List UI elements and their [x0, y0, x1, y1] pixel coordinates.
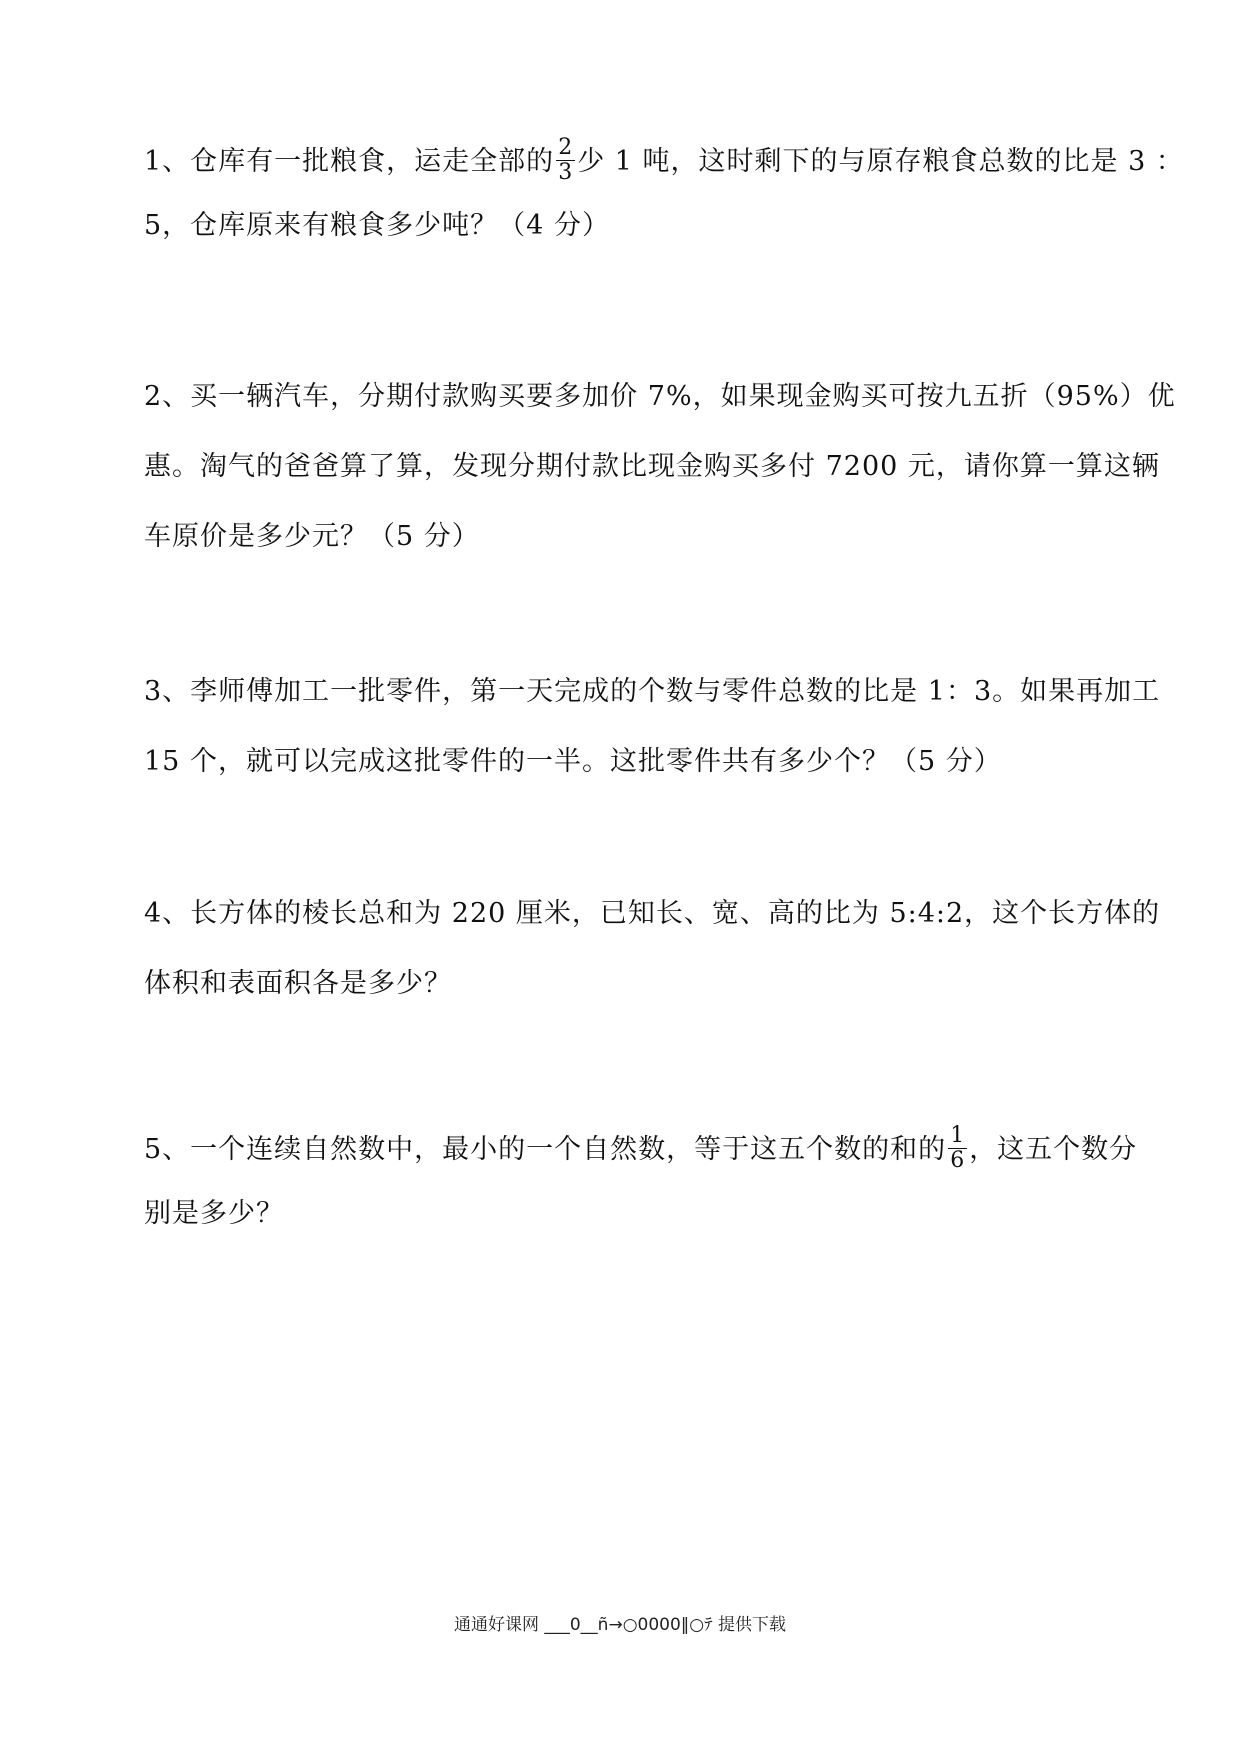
- problem-4-line-2: 体积和表面积各是多少？: [144, 968, 452, 999]
- problem-2-line-3: 车原价是多少元？（5 分）: [144, 521, 480, 552]
- problem-1-text-after-fraction: 少 1 吨，这时剩下的与原存粮食总数的比是 3 ：: [577, 146, 1184, 177]
- problem-2: [144, 365, 1176, 569]
- problem-3: [144, 660, 1161, 794]
- fraction-denominator: 3: [558, 160, 574, 185]
- problem-5-text-after-fraction: ，这五个数分: [969, 1134, 1138, 1165]
- problem-4: [144, 882, 1161, 1016]
- problem-1-line-2: 5，仓库原来有粮食多少吨？（4 分）: [144, 210, 610, 241]
- problem-3-line-2: 15 个，就可以完成这批零件的一半。这批零件共有多少个？（5 分）: [144, 746, 1002, 777]
- fraction-two-thirds: [556, 136, 575, 185]
- problem-3-line-1: 3、李师傅加工一批零件，第一天完成的个数与零件总数的比是 1：3。如果再加工: [144, 676, 1161, 707]
- problem-1: [144, 130, 1184, 258]
- fraction-denominator: 6: [950, 1148, 966, 1173]
- problem-1-line-1: [144, 130, 1184, 194]
- problem-5-line-2: 别是多少？: [144, 1198, 284, 1229]
- fraction-numerator: 2: [558, 135, 574, 160]
- problem-2-line-2: 惠。淘气的爸爸算了算，发现分期付款比现金购买多付 7200 元，请你算一算这辆: [144, 451, 1160, 482]
- problem-1-text-before-fraction: 1、仓库有一批粮食，运走全部的: [144, 146, 555, 177]
- fraction-numerator: 1: [950, 1123, 966, 1148]
- footer-download-notice: 通通好课网 ___0__ñ→○0000‖○ﾃ 提供下载: [453, 1615, 787, 1635]
- fraction-one-sixth: [948, 1124, 967, 1173]
- problem-5-line-1: [144, 1118, 1144, 1182]
- problem-2-line-1: 2、买一辆汽车，分期付款购买要多加价 7%，如果现金购买可按九五折（95%）优: [144, 381, 1176, 412]
- problem-5-text-before-fraction: 5、一个连续自然数中，最小的一个自然数，等于这五个数的和的: [144, 1134, 947, 1165]
- problem-5: [144, 1118, 1144, 1246]
- problem-4-line-1: 4、长方体的棱长总和为 220 厘米，已知长、宽、高的比为 5:4:2，这个长方体的: [144, 898, 1161, 929]
